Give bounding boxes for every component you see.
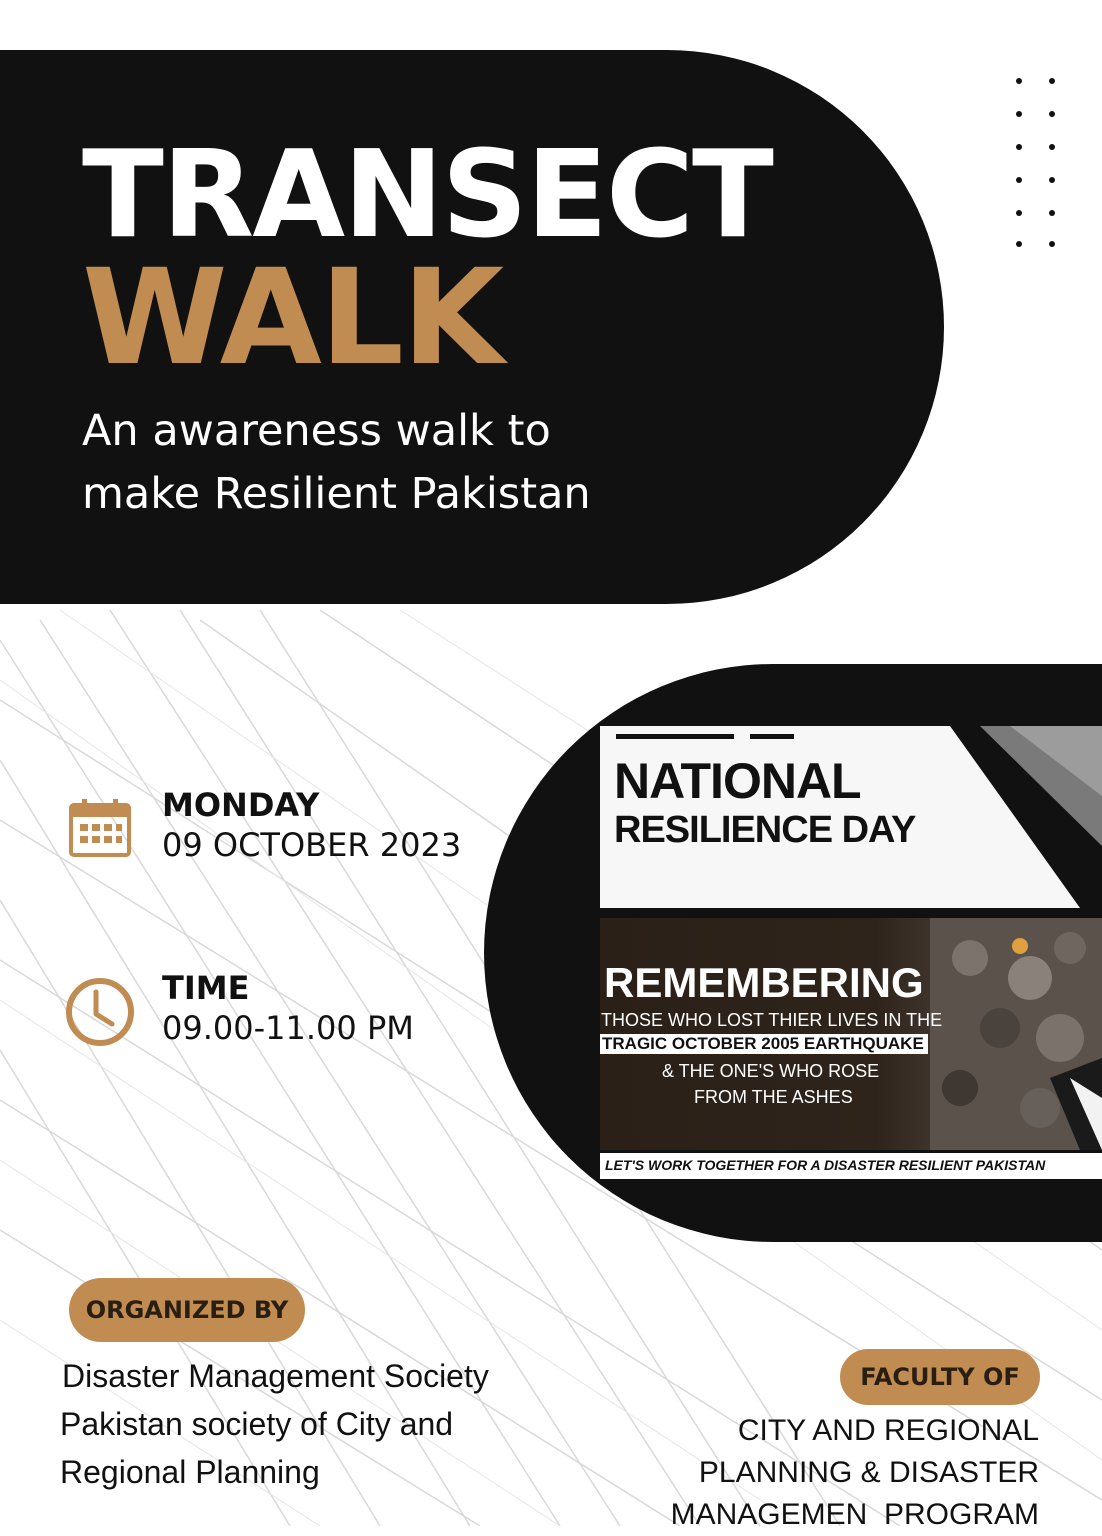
remember-line-1: THOSE WHO LOST THIER LIVES IN THE <box>601 1010 943 1030</box>
remember-line-4: FROM THE ASHES <box>694 1087 853 1107</box>
date-label: MONDAY <box>162 786 320 824</box>
time-label: TIME <box>162 969 250 1007</box>
tagline-line-1: An awareness walk to <box>82 406 551 456</box>
organizer-line-3: Regional Planning <box>60 1454 320 1490</box>
faculty-line-2: PLANNING & DISASTER <box>698 1456 1039 1489</box>
banner-footer-strip <box>600 1153 1102 1179</box>
tagline-line-2: make Resilient Pakistan <box>82 469 591 519</box>
remember-line-2: TRAGIC OCTOBER 2005 EARTHQUAKE <box>600 1034 928 1054</box>
date-value: 09 OCTOBER 2023 <box>162 826 462 864</box>
banner-rubble-photo <box>930 918 1102 1150</box>
remember-line-3: & THE ONE'S WHO ROSE <box>662 1061 880 1081</box>
calendar-icon <box>68 797 132 859</box>
faculty-of-pill: FACULTY OF <box>840 1349 1040 1405</box>
banner-corner-photo <box>930 726 1102 908</box>
tagline <box>82 400 642 526</box>
organizer-details <box>60 1352 489 1496</box>
organized-by-pill: ORGANIZED BY <box>69 1278 305 1342</box>
organizer-line-1: Disaster Management Society <box>62 1358 489 1394</box>
remember-heading: REMEMBERING <box>604 959 924 1006</box>
faculty-line-1: CITY AND REGIONAL <box>737 1414 1039 1447</box>
faculty-details <box>671 1410 1039 1536</box>
banner-title: NATIONAL <box>614 753 861 809</box>
title-line-2: WALK <box>82 241 503 395</box>
banner-subtitle: RESILIENCE DAY <box>614 809 916 851</box>
time-value: 09.00-11.00 PM <box>162 1009 414 1047</box>
organizer-line-2: Pakistan society of City and <box>60 1406 454 1442</box>
faculty-line-3: MANAGEMEN PROGRAM <box>670 1498 1039 1531</box>
clock-icon <box>64 976 136 1048</box>
title-line-1: TRANSECT <box>82 126 772 265</box>
dot-grid-decoration <box>1008 70 1068 254</box>
banner-footer-text: LET'S WORK TOGETHER FOR A DISASTER RESILIENT PAKISTAN <box>605 1157 1046 1173</box>
